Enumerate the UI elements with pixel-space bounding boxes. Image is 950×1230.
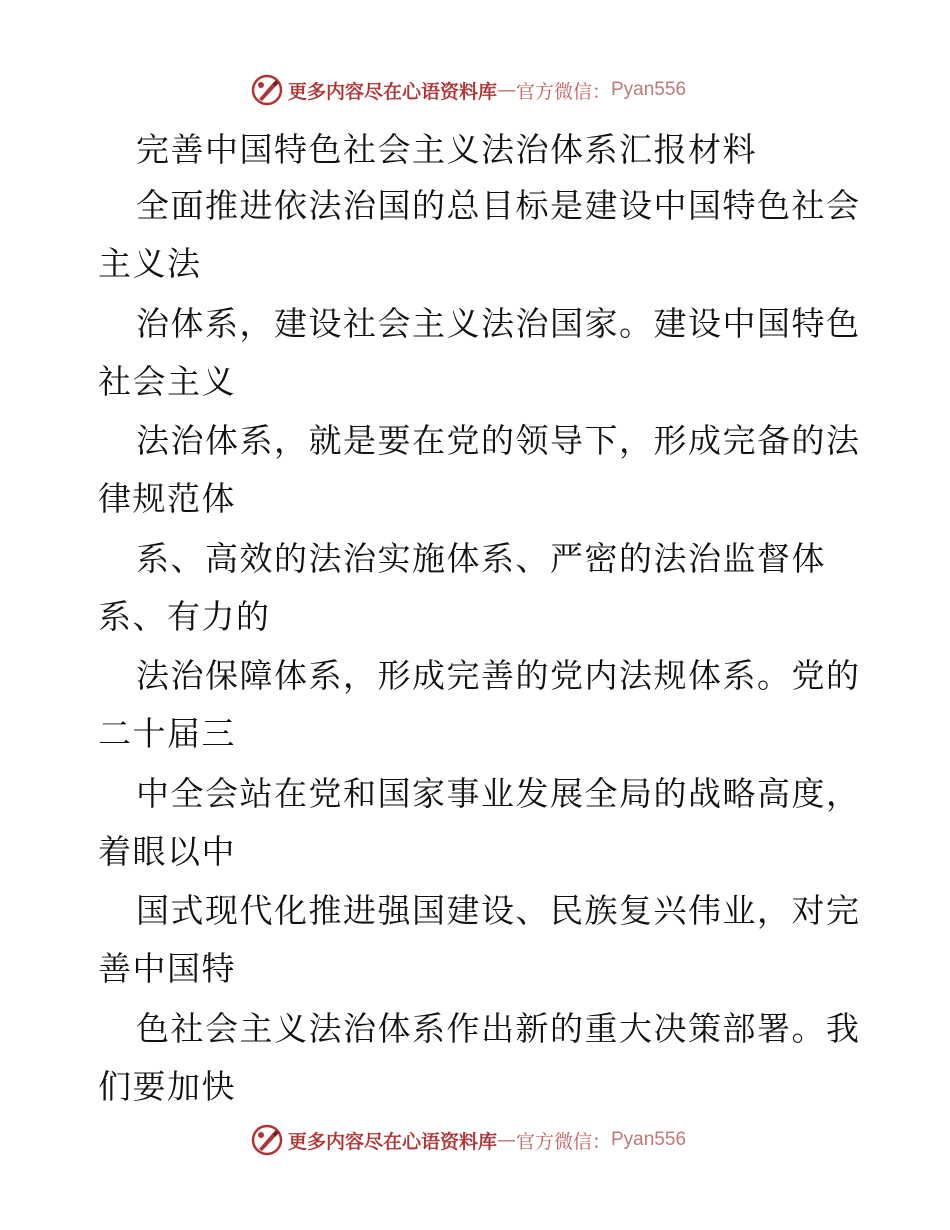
watermark-wechat-label: 官方微信：: [515, 1130, 611, 1153]
text-line: 善中国特: [98, 949, 236, 988]
text-line: 律规范体: [98, 479, 236, 518]
text-line: 二十届三: [98, 714, 236, 753]
watermark-brand: 更多内容尽在心语资料库: [287, 1130, 497, 1153]
text-line: 系、高效的法治实施体系、严密的法治监督体: [136, 539, 826, 578]
text-line: 社会主义: [98, 362, 236, 401]
text-line: 治体系，建设社会主义法治国家。建设中国特色: [136, 304, 861, 343]
text-line: 法治保障体系，形成完善的党内法规体系。党的: [136, 656, 861, 695]
pen-seal-logo-icon: [250, 73, 284, 107]
watermark-wechat-id: Pyan556: [611, 1129, 687, 1150]
text-line: 们要加快: [98, 1067, 236, 1106]
text-line: 国式现代化推进强国建设、民族复兴伟业，对完: [136, 891, 861, 930]
watermark-wechat-id: Pyan556: [611, 79, 687, 100]
text-line: 系、有力的: [98, 597, 271, 636]
text-line: 中全会站在党和国家事业发展全局的战略高度，: [136, 774, 861, 813]
watermark-brand: 更多内容尽在心语资料库: [287, 80, 497, 103]
document-title: 完善中国特色社会主义法治体系汇报材料: [136, 130, 757, 169]
text-line: 主义法: [98, 244, 202, 283]
text-line: 着眼以中: [98, 832, 236, 871]
watermark-dash: —: [496, 1129, 516, 1151]
text-line: 色社会主义法治体系作出新的重大决策部署。我: [136, 1009, 861, 1048]
watermark-wechat-label: 官方微信：: [515, 80, 611, 103]
text-line: 法治体系，就是要在党的领导下，形成完备的法: [136, 421, 861, 460]
header-watermark: [0, 70, 950, 110]
footer-watermark: [0, 1120, 950, 1160]
watermark-dash: —: [496, 79, 516, 101]
text-line: 全面推进依法治国的总目标是建设中国特色社会: [136, 186, 861, 225]
pen-seal-logo-icon: [250, 1123, 284, 1157]
